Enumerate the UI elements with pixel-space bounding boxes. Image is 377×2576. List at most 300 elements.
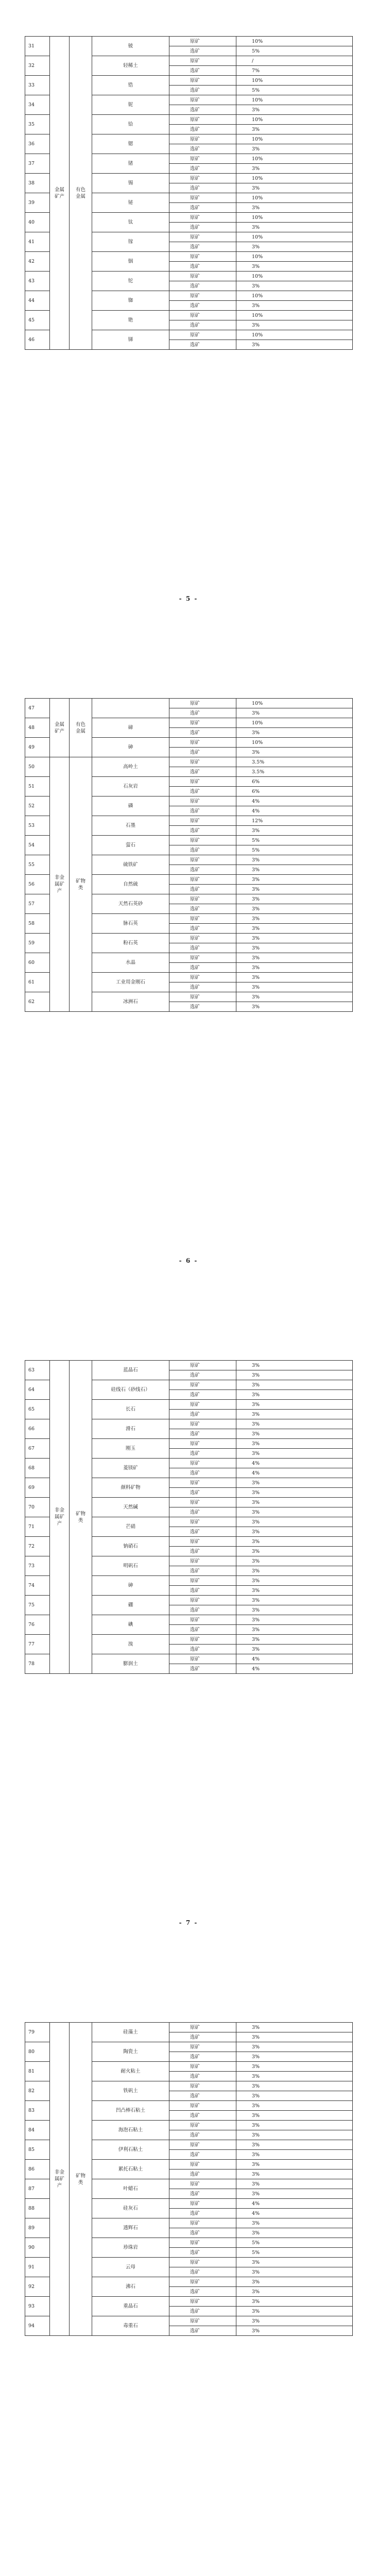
tax-rate: 3% xyxy=(236,1400,353,1410)
ore-type: 选矿 xyxy=(169,1410,236,1419)
mineral-name: 刚玉 xyxy=(92,1439,169,1459)
item-number: 62 xyxy=(25,992,50,1012)
mineral-name: 铍 xyxy=(92,37,169,56)
tax-rate: 4% xyxy=(236,1459,353,1468)
page-number: - 5 - xyxy=(179,595,198,602)
category-major-label: 金属矿产 xyxy=(54,187,64,199)
item-number: 77 xyxy=(25,1635,50,1654)
category-major xyxy=(50,699,70,757)
mineral-name: 硅藻土 xyxy=(92,2023,169,2042)
ore-type: 选矿 xyxy=(169,1605,236,1615)
item-number: 49 xyxy=(25,738,50,757)
ore-type: 原矿 xyxy=(169,2297,236,2307)
ore-type: 选矿 xyxy=(169,86,236,95)
ore-type: 原矿 xyxy=(169,311,236,320)
ore-type: 选矿 xyxy=(169,66,236,76)
mineral-name: 铯 xyxy=(92,311,169,330)
ore-type: 选矿 xyxy=(169,1625,236,1635)
tax-rate: 3% xyxy=(236,934,353,943)
tax-rate: 3% xyxy=(236,2150,353,2160)
item-number: 52 xyxy=(25,796,50,816)
mineral-name: 硅线石（砂线石） xyxy=(92,1380,169,1400)
tax-rate: 3% xyxy=(236,223,353,232)
tax-rate: 3% xyxy=(236,904,353,914)
tax-rate: 3% xyxy=(236,262,353,272)
tax-rate: 3% xyxy=(236,2062,353,2072)
item-number: 32 xyxy=(25,56,50,76)
tax-rate: 3% xyxy=(236,748,353,757)
item-number: 71 xyxy=(25,1517,50,1537)
tax-rate: 3% xyxy=(236,1002,353,1012)
ore-type: 选矿 xyxy=(169,767,236,777)
ore-type: 选矿 xyxy=(169,2091,236,2101)
ore-type: 原矿 xyxy=(169,2160,236,2170)
ore-type: 选矿 xyxy=(169,301,236,311)
category-minor-label: 有色金属 xyxy=(75,187,85,199)
ore-type: 选矿 xyxy=(169,708,236,718)
ore-type: 选矿 xyxy=(169,2032,236,2042)
ore-type: 原矿 xyxy=(169,1498,236,1507)
category-minor xyxy=(70,757,92,1012)
tax-rate: 3% xyxy=(236,1547,353,1556)
item-number: 55 xyxy=(25,855,50,875)
tax-rate: 3% xyxy=(236,2170,353,2179)
tax-rate: 3.5% xyxy=(236,757,353,767)
item-number: 38 xyxy=(25,174,50,193)
ore-type: 选矿 xyxy=(169,1645,236,1654)
ore-type: 选矿 xyxy=(169,2130,236,2140)
tax-rate: 10% xyxy=(236,699,353,708)
item-number: 75 xyxy=(25,1596,50,1615)
tax-rate: 3% xyxy=(236,281,353,291)
tax-rate: 3% xyxy=(236,2297,353,2307)
item-number: 44 xyxy=(25,291,50,311)
category-minor xyxy=(70,2023,92,2336)
page-number: - 6 - xyxy=(179,1257,198,1264)
tax-rate: 3% xyxy=(236,2032,353,2042)
ore-type: 选矿 xyxy=(169,125,236,134)
item-number: 92 xyxy=(25,2277,50,2297)
tax-rate: 3% xyxy=(236,2218,353,2228)
tax-rate: 10% xyxy=(236,134,353,144)
mineral-name: 粉石英 xyxy=(92,934,169,953)
tax-rate: 3% xyxy=(236,953,353,963)
ore-type: 选矿 xyxy=(169,2170,236,2179)
ore-type: 选矿 xyxy=(169,826,236,836)
ore-type: 原矿 xyxy=(169,1478,236,1488)
ore-type: 选矿 xyxy=(169,1370,236,1380)
ore-type: 原矿 xyxy=(169,1556,236,1566)
tax-rate: 5% xyxy=(236,46,353,56)
item-number: 94 xyxy=(25,2316,50,2336)
category-minor xyxy=(70,699,92,757)
mineral-name: 萤石 xyxy=(92,836,169,855)
mineral-name: 砷 xyxy=(92,738,169,757)
mineral-name: 磷 xyxy=(92,796,169,816)
ore-type: 原矿 xyxy=(169,154,236,164)
item-number: 40 xyxy=(25,213,50,232)
tax-rate: 3% xyxy=(236,1615,353,1625)
ore-type: 选矿 xyxy=(169,904,236,914)
ore-type: 选矿 xyxy=(169,963,236,973)
ore-type: 原矿 xyxy=(169,2121,236,2130)
mineral-name: 毒重石 xyxy=(92,2316,169,2336)
ore-type: 原矿 xyxy=(169,37,236,46)
ore-type: 原矿 xyxy=(169,777,236,787)
item-number: 61 xyxy=(25,973,50,992)
tax-rate: 10% xyxy=(236,95,353,105)
tax-rate: 3% xyxy=(236,982,353,992)
mineral-name: 高岭土 xyxy=(92,757,169,777)
mineral-name: 铷 xyxy=(92,291,169,311)
tax-rate: 4% xyxy=(236,1468,353,1478)
tax-rate: 3% xyxy=(236,1586,353,1596)
ore-type: 选矿 xyxy=(169,320,236,330)
item-number: 35 xyxy=(25,115,50,134)
ore-type: 选矿 xyxy=(169,728,236,738)
tax-rate: 3% xyxy=(236,2101,353,2111)
page xyxy=(0,0,377,662)
ore-type: 原矿 xyxy=(169,2140,236,2150)
ore-type: 原矿 xyxy=(169,213,236,223)
item-number: 65 xyxy=(25,1400,50,1419)
mineral-name: 碲 xyxy=(92,718,169,738)
ore-type: 原矿 xyxy=(169,699,236,708)
category-minor-label: 矿物类 xyxy=(75,1511,85,1523)
item-number: 43 xyxy=(25,272,50,291)
mineral-name: 水晶 xyxy=(92,953,169,973)
table-row xyxy=(25,37,353,46)
tax-rate: 3% xyxy=(236,1596,353,1605)
mineral-name: 云母 xyxy=(92,2258,169,2277)
tax-rate: 3% xyxy=(236,2287,353,2297)
ore-type: 原矿 xyxy=(169,2062,236,2072)
category-major-label: 非金属矿产 xyxy=(54,1507,64,1527)
tax-rate: 3% xyxy=(236,1527,353,1537)
ore-type: 原矿 xyxy=(169,934,236,943)
mineral-name: 累托石粘土 xyxy=(92,2160,169,2179)
mineral-name: 自然硫 xyxy=(92,875,169,894)
tax-rate: 3% xyxy=(236,1605,353,1615)
tax-rate: 3% xyxy=(236,2277,353,2287)
ore-type: 原矿 xyxy=(169,291,236,301)
mineral-name: 海泡石粘土 xyxy=(92,2121,169,2140)
mineral-name: 锗 xyxy=(92,154,169,174)
tax-rate: 3% xyxy=(236,2052,353,2062)
mineral-name: 铊 xyxy=(92,272,169,291)
tax-rate: 3% xyxy=(236,963,353,973)
mineral-name: 伊利石粘土 xyxy=(92,2140,169,2160)
item-number: 73 xyxy=(25,1556,50,1576)
item-number: 42 xyxy=(25,252,50,272)
ore-type: 原矿 xyxy=(169,2218,236,2228)
tax-rate: 3% xyxy=(236,2267,353,2277)
ore-type: 选矿 xyxy=(169,242,236,252)
ore-type: 原矿 xyxy=(169,95,236,105)
ore-type: 选矿 xyxy=(169,2150,236,2160)
tax-rate: 5% xyxy=(236,845,353,855)
item-number: 64 xyxy=(25,1380,50,1400)
mineral-name: 蓝晶石 xyxy=(92,1361,169,1380)
ore-type: 选矿 xyxy=(169,1390,236,1400)
item-number: 90 xyxy=(25,2238,50,2258)
tax-rate: 3% xyxy=(236,1478,353,1488)
tax-rate: 3% xyxy=(236,708,353,718)
ore-type: 原矿 xyxy=(169,134,236,144)
tax-rate: 3% xyxy=(236,1419,353,1429)
ore-type: 选矿 xyxy=(169,2326,236,2336)
tax-rate: 3% xyxy=(236,855,353,865)
mineral-name: 天然石英砂 xyxy=(92,894,169,914)
tax-rate: 10% xyxy=(236,213,353,223)
category-minor xyxy=(70,1361,92,1674)
mineral-name: 芒硝 xyxy=(92,1517,169,1537)
ore-type: 选矿 xyxy=(169,924,236,934)
mineral-name: 重晶石 xyxy=(92,2297,169,2316)
item-number: 86 xyxy=(25,2160,50,2179)
tax-rate: 3% xyxy=(236,973,353,982)
item-number: 50 xyxy=(25,757,50,777)
ore-type: 原矿 xyxy=(169,836,236,845)
ore-type: 选矿 xyxy=(169,2287,236,2297)
tax-rate: 3% xyxy=(236,1645,353,1654)
item-number: 31 xyxy=(25,37,50,56)
ore-type: 选矿 xyxy=(169,806,236,816)
item-number: 33 xyxy=(25,76,50,95)
ore-type: 原矿 xyxy=(169,174,236,183)
ore-type: 选矿 xyxy=(169,2267,236,2277)
ore-type: 选矿 xyxy=(169,1507,236,1517)
ore-type: 选矿 xyxy=(169,1664,236,1674)
item-number: 72 xyxy=(25,1537,50,1556)
ore-type: 原矿 xyxy=(169,2199,236,2209)
tax-rate: 10% xyxy=(236,37,353,46)
mineral-name xyxy=(92,699,169,718)
ore-type: 原矿 xyxy=(169,252,236,262)
mineral-name: 硫铁矿 xyxy=(92,855,169,875)
item-number: 84 xyxy=(25,2121,50,2140)
tax-rate: 10% xyxy=(236,272,353,281)
tax-rate: 3% xyxy=(236,2111,353,2121)
item-number: 68 xyxy=(25,1459,50,1478)
tax-rate: 3% xyxy=(236,2042,353,2052)
tax-rate: 3% xyxy=(236,728,353,738)
tax-rate: 3% xyxy=(236,1635,353,1645)
tax-rate: 3% xyxy=(236,2258,353,2267)
tax-rate: 3% xyxy=(236,2326,353,2336)
mineral-name: 叶蜡石 xyxy=(92,2179,169,2199)
ore-type: 选矿 xyxy=(169,2248,236,2258)
tax-rate: 3% xyxy=(236,1507,353,1517)
tax-rate: 10% xyxy=(236,311,353,320)
item-number: 51 xyxy=(25,777,50,796)
tax-rate: 3% xyxy=(236,924,353,934)
tax-rate: 10% xyxy=(236,252,353,262)
tax-rate: 10% xyxy=(236,193,353,203)
resource-tax-table xyxy=(25,2022,353,2336)
mineral-name: 铁矾土 xyxy=(92,2081,169,2101)
page xyxy=(0,662,377,1324)
tax-rate: 3% xyxy=(236,1410,353,1419)
tax-rate: 4% xyxy=(236,2209,353,2218)
mineral-name: 锶 xyxy=(92,134,169,154)
tax-rate: 3% xyxy=(236,2189,353,2199)
ore-type: 原矿 xyxy=(169,796,236,806)
item-number: 36 xyxy=(25,134,50,154)
ore-type: 原矿 xyxy=(169,1576,236,1586)
tax-rate: 3% xyxy=(236,125,353,134)
tax-rate: 3% xyxy=(236,875,353,885)
ore-type: 原矿 xyxy=(169,1537,236,1547)
ore-type: 选矿 xyxy=(169,46,236,56)
item-number: 79 xyxy=(25,2023,50,2042)
tax-rate: 3% xyxy=(236,164,353,174)
page xyxy=(0,1324,377,1986)
ore-type: 选矿 xyxy=(169,105,236,115)
item-number: 34 xyxy=(25,95,50,115)
tax-rate: 3% xyxy=(236,183,353,193)
tax-rate: 3% xyxy=(236,340,353,350)
tax-rate: 3% xyxy=(236,1488,353,1498)
item-number: 45 xyxy=(25,311,50,330)
tax-rate: 3% xyxy=(236,1517,353,1527)
item-number: 78 xyxy=(25,1654,50,1674)
ore-type: 原矿 xyxy=(169,1380,236,1390)
ore-type: 原矿 xyxy=(169,875,236,885)
tax-rate: 3% xyxy=(236,2072,353,2081)
resource-tax-table xyxy=(25,36,353,350)
ore-type: 原矿 xyxy=(169,855,236,865)
item-number: 83 xyxy=(25,2101,50,2121)
tax-rate: 3% xyxy=(236,943,353,953)
ore-type: 原矿 xyxy=(169,2316,236,2326)
ore-type: 原矿 xyxy=(169,1361,236,1370)
tax-rate: 3% xyxy=(236,1576,353,1586)
tax-rate: 10% xyxy=(236,738,353,748)
ore-type: 选矿 xyxy=(169,2189,236,2199)
ore-type: 原矿 xyxy=(169,1517,236,1527)
tax-rate: 3% xyxy=(236,1380,353,1390)
ore-type: 原矿 xyxy=(169,2081,236,2091)
tax-rate: 3% xyxy=(236,2316,353,2326)
item-number: 47 xyxy=(25,699,50,718)
mineral-name: 铟 xyxy=(92,252,169,272)
ore-type: 原矿 xyxy=(169,757,236,767)
mineral-name: 砷 xyxy=(92,1576,169,1596)
mineral-name: 明矾石 xyxy=(92,1556,169,1576)
item-number: 63 xyxy=(25,1361,50,1380)
item-number: 54 xyxy=(25,836,50,855)
ore-type: 选矿 xyxy=(169,164,236,174)
tax-rate: 6% xyxy=(236,787,353,796)
tax-rate: / xyxy=(236,56,353,66)
ore-type: 原矿 xyxy=(169,1635,236,1645)
item-number: 66 xyxy=(25,1419,50,1439)
tax-rate: 3% xyxy=(236,1537,353,1547)
tax-rate: 3% xyxy=(236,203,353,213)
tax-rate: 3% xyxy=(236,1370,353,1380)
ore-type: 选矿 xyxy=(169,2072,236,2081)
mineral-name: 硼 xyxy=(92,1596,169,1615)
item-number: 59 xyxy=(25,934,50,953)
ore-type: 原矿 xyxy=(169,2023,236,2032)
ore-type: 原矿 xyxy=(169,115,236,125)
tax-rate: 5% xyxy=(236,2238,353,2248)
tax-rate: 3% xyxy=(236,2091,353,2101)
ore-type: 选矿 xyxy=(169,2209,236,2218)
tax-rate: 3% xyxy=(236,1498,353,1507)
category-major xyxy=(50,2023,70,2336)
ore-type: 原矿 xyxy=(169,2258,236,2267)
ore-type: 选矿 xyxy=(169,865,236,875)
item-number: 46 xyxy=(25,330,50,350)
mineral-name: 长石 xyxy=(92,1400,169,1419)
ore-type: 选矿 xyxy=(169,2111,236,2121)
tax-rate: 5% xyxy=(236,86,353,95)
item-number: 69 xyxy=(25,1478,50,1498)
tax-rate: 3% xyxy=(236,2023,353,2032)
ore-type: 原矿 xyxy=(169,76,236,86)
item-number: 70 xyxy=(25,1498,50,1517)
ore-type: 原矿 xyxy=(169,2101,236,2111)
ore-type: 选矿 xyxy=(169,1429,236,1439)
ore-type: 原矿 xyxy=(169,56,236,66)
tax-rate: 3% xyxy=(236,2121,353,2130)
tax-rate: 4% xyxy=(236,2199,353,2209)
item-number: 39 xyxy=(25,193,50,213)
mineral-name: 锆 xyxy=(92,76,169,95)
tax-rate: 3% xyxy=(236,826,353,836)
mineral-name: 轻稀土 xyxy=(92,56,169,76)
ore-type: 选矿 xyxy=(169,1586,236,1596)
mineral-name: 脉石英 xyxy=(92,914,169,934)
mineral-name: 碘 xyxy=(92,1615,169,1635)
mineral-name: 冰洲石 xyxy=(92,992,169,1012)
category-major-label: 金属矿产 xyxy=(54,721,64,734)
mineral-name: 沸石 xyxy=(92,2277,169,2297)
tax-rate: 3% xyxy=(236,894,353,904)
tax-rate: 3% xyxy=(236,2228,353,2238)
category-minor-label: 矿物类 xyxy=(75,878,85,891)
ore-type: 选矿 xyxy=(169,885,236,894)
ore-type: 选矿 xyxy=(169,748,236,757)
mineral-name: 膨润土 xyxy=(92,1654,169,1674)
tax-rate: 12% xyxy=(236,816,353,826)
category-major xyxy=(50,757,70,1012)
tax-rate: 3% xyxy=(236,1439,353,1449)
ore-type: 选矿 xyxy=(169,262,236,272)
ore-type: 原矿 xyxy=(169,1596,236,1605)
item-number: 76 xyxy=(25,1615,50,1635)
item-number: 53 xyxy=(25,816,50,836)
table-row xyxy=(25,1361,353,1370)
table-row xyxy=(25,2023,353,2032)
tax-rate: 10% xyxy=(236,291,353,301)
tax-rate: 10% xyxy=(236,718,353,728)
ore-type: 选矿 xyxy=(169,2052,236,2062)
tax-rate: 3% xyxy=(236,301,353,311)
item-number: 67 xyxy=(25,1439,50,1459)
tax-rate: 3% xyxy=(236,865,353,875)
item-number: 81 xyxy=(25,2062,50,2081)
table-row xyxy=(25,757,353,767)
mineral-name: 锡 xyxy=(92,174,169,193)
ore-type: 选矿 xyxy=(169,2228,236,2238)
category-minor-label: 有色金属 xyxy=(75,721,85,734)
mineral-name: 镓 xyxy=(92,232,169,252)
page xyxy=(0,1986,377,2576)
resource-tax-table xyxy=(25,1360,353,1674)
